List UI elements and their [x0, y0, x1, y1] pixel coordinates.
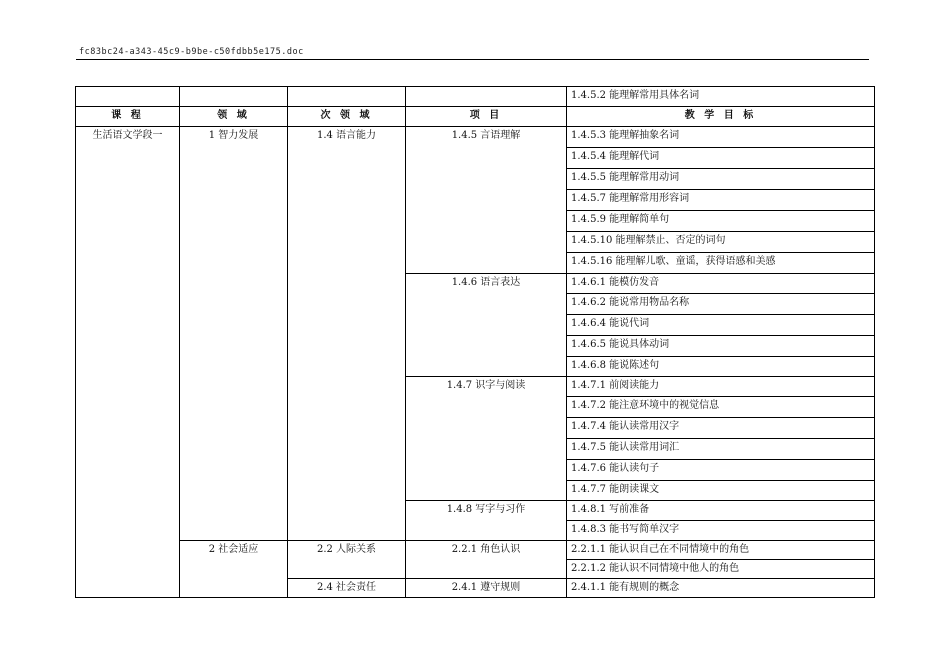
goal-cell: 1.4.7.6 能认读句子 — [567, 460, 875, 481]
document-filename: fc83bc24-a343-45c9-b9be-c50fdbb5e175.doc — [79, 47, 304, 57]
goal-cell: 1.4.8.3 能书写简单汉字 — [567, 521, 875, 541]
goal-cell: 1.4.5.3 能理解抽象名词 — [567, 127, 875, 148]
goal-cell: 1.4.5.9 能理解简单句 — [567, 211, 875, 232]
goal-cell: 1.4.7.7 能朗读课文 — [567, 481, 875, 501]
column-header-item: 项 目 — [406, 107, 567, 127]
column-header-course: 课 程 — [76, 107, 180, 127]
table-row — [76, 87, 875, 107]
course-cell: 生活语文学段一 — [76, 127, 180, 598]
goal-cell: 2.2.1.2 能认识不同情境中他人的角色 — [567, 560, 875, 579]
domain-cell: 2 社会适应 — [180, 541, 288, 598]
subdomain-cell: 1.4 语言能力 — [288, 127, 406, 541]
goal-cell: 1.4.5.10 能理解禁止、否定的词句 — [567, 232, 875, 253]
item-cell: 1.4.5 言语理解 — [406, 127, 567, 274]
goal-cell: 1.4.6.4 能说代词 — [567, 315, 875, 336]
goal-cell: 1.4.8.1 写前准备 — [567, 501, 875, 521]
table-cell — [406, 87, 567, 107]
item-cell: 1.4.7 识字与阅读 — [406, 377, 567, 501]
goal-cell: 1.4.5.16 能理解儿歌、童谣，获得语感和美感 — [567, 253, 875, 274]
goal-cell: 1.4.7.2 能注意环境中的视觉信息 — [567, 397, 875, 418]
column-header-domain: 领 域 — [180, 107, 288, 127]
goal-cell: 2.4.1.1 能有规则的概念 — [567, 579, 875, 598]
header-divider — [76, 59, 869, 60]
goal-cell: 2.2.1.1 能认识自己在不同情境中的角色 — [567, 541, 875, 560]
table-cell — [288, 87, 406, 107]
table-cell — [180, 87, 288, 107]
column-header-subdomain: 次 领 域 — [288, 107, 406, 127]
goal-cell: 1.4.6.8 能说陈述句 — [567, 357, 875, 377]
domain-cell: 1 智力发展 — [180, 127, 288, 541]
goal-cell: 1.4.5.4 能理解代词 — [567, 148, 875, 169]
curriculum-table — [75, 86, 875, 598]
column-header-goal: 教 学 目 标 — [567, 107, 875, 127]
goal-cell: 1.4.7.1 前阅读能力 — [567, 377, 875, 397]
goal-cell: 1.4.5.5 能理解常用动词 — [567, 169, 875, 190]
table-cell — [76, 87, 180, 107]
goal-cell: 1.4.5.2 能理解常用具体名词 — [567, 87, 875, 107]
goal-cell: 1.4.6.5 能说具体动词 — [567, 336, 875, 357]
table-row — [76, 127, 875, 148]
goal-cell: 1.4.7.5 能认读常用词汇 — [567, 439, 875, 460]
item-cell: 2.4.1 遵守规则 — [406, 579, 567, 598]
subdomain-cell: 2.2 人际关系 — [288, 541, 406, 579]
goal-cell: 1.4.6.2 能说常用物品名称 — [567, 294, 875, 315]
goal-cell: 1.4.7.4 能认读常用汉字 — [567, 418, 875, 439]
item-cell: 2.2.1 角色认识 — [406, 541, 567, 579]
item-cell: 1.4.8 写字与习作 — [406, 501, 567, 541]
goal-cell: 1.4.6.1 能模仿发音 — [567, 274, 875, 294]
item-cell: 1.4.6 语言表达 — [406, 274, 567, 377]
subdomain-cell: 2.4 社会责任 — [288, 579, 406, 598]
table-header-row — [76, 107, 875, 127]
goal-cell: 1.4.5.7 能理解常用形容词 — [567, 190, 875, 211]
